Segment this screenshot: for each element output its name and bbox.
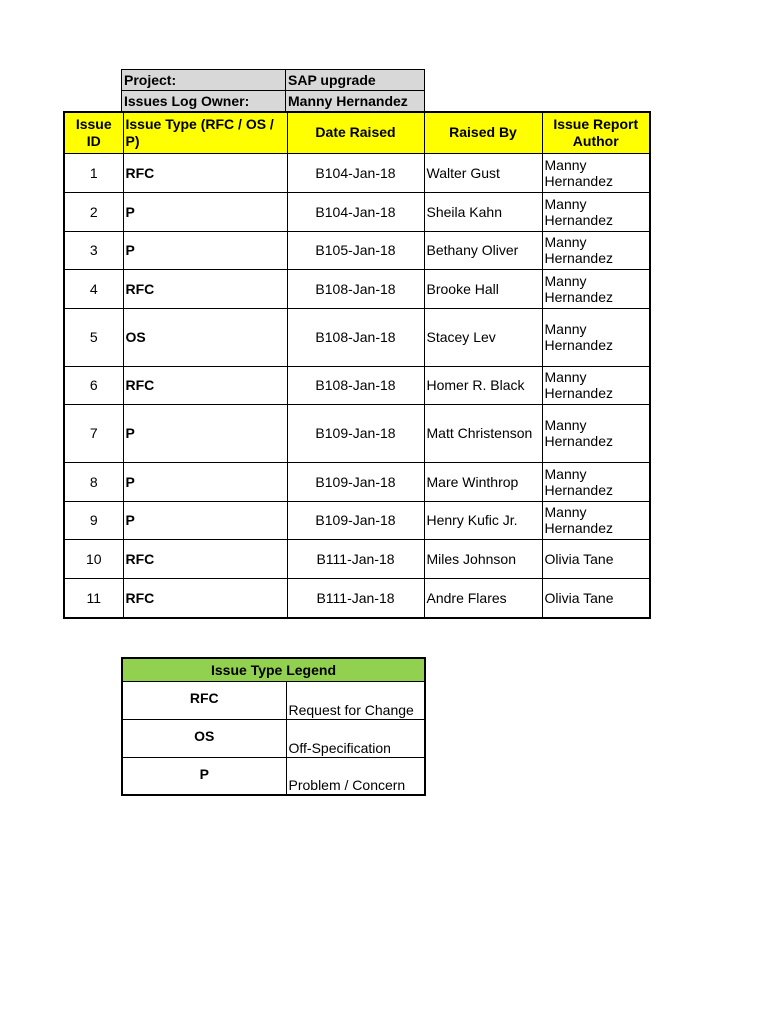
issue-row bbox=[64, 308, 650, 366]
raised-by-cell: Sheila Kahn bbox=[424, 192, 542, 231]
legend-code-cell: P bbox=[122, 757, 286, 795]
issue-type-cell: RFC bbox=[123, 366, 287, 404]
project-row bbox=[122, 70, 425, 91]
report-author-cell: Manny Hernandez bbox=[542, 308, 650, 366]
issue-row bbox=[64, 231, 650, 269]
legend-body bbox=[122, 681, 425, 795]
report-author-cell: Manny Hernandez bbox=[542, 501, 650, 539]
date-raised-cell: B111-Jan-18 bbox=[287, 539, 424, 578]
issue-row bbox=[64, 269, 650, 308]
raised-by-cell: Brooke Hall bbox=[424, 269, 542, 308]
issue-row bbox=[64, 578, 650, 618]
issue-id-cell: 7 bbox=[64, 404, 123, 462]
issues-header-row bbox=[64, 112, 650, 153]
date-raised-cell: B109-Jan-18 bbox=[287, 501, 424, 539]
issue-id-cell: 4 bbox=[64, 269, 123, 308]
header-issue-id: Issue ID bbox=[64, 112, 123, 153]
date-raised-cell: B108-Jan-18 bbox=[287, 269, 424, 308]
issue-row bbox=[64, 539, 650, 578]
date-raised-cell: B109-Jan-18 bbox=[287, 404, 424, 462]
issue-row bbox=[64, 366, 650, 404]
issue-id-cell: 5 bbox=[64, 308, 123, 366]
project-value: SAP upgrade bbox=[286, 70, 425, 91]
issue-type-cell: P bbox=[123, 192, 287, 231]
legend-row bbox=[122, 719, 425, 757]
issue-type-cell: OS bbox=[123, 308, 287, 366]
legend-description-cell: Off-Specification bbox=[286, 719, 425, 757]
issue-type-cell: P bbox=[123, 501, 287, 539]
issue-row bbox=[64, 153, 650, 192]
legend-row bbox=[122, 681, 425, 719]
raised-by-cell: Matt Christenson bbox=[424, 404, 542, 462]
owner-label: Issues Log Owner: bbox=[122, 91, 286, 112]
issue-row bbox=[64, 462, 650, 501]
issue-id-cell: 6 bbox=[64, 366, 123, 404]
raised-by-cell: Homer R. Black bbox=[424, 366, 542, 404]
issue-type-cell: P bbox=[123, 404, 287, 462]
issue-type-cell: RFC bbox=[123, 153, 287, 192]
legend-row bbox=[122, 757, 425, 795]
date-raised-cell: B105-Jan-18 bbox=[287, 231, 424, 269]
issue-id-cell: 11 bbox=[64, 578, 123, 618]
raised-by-cell: Miles Johnson bbox=[424, 539, 542, 578]
raised-by-cell: Bethany Oliver bbox=[424, 231, 542, 269]
date-raised-cell: B111-Jan-18 bbox=[287, 578, 424, 618]
issue-type-cell: P bbox=[123, 462, 287, 501]
report-author-cell: Manny Hernandez bbox=[542, 269, 650, 308]
project-info-table bbox=[121, 69, 425, 112]
raised-by-cell: Andre Flares bbox=[424, 578, 542, 618]
date-raised-cell: B108-Jan-18 bbox=[287, 308, 424, 366]
legend-description-cell: Request for Change bbox=[286, 681, 425, 719]
report-author-cell: Manny Hernandez bbox=[542, 404, 650, 462]
issue-id-cell: 9 bbox=[64, 501, 123, 539]
legend-header-row bbox=[122, 658, 425, 681]
date-raised-cell: B104-Jan-18 bbox=[287, 192, 424, 231]
issue-type-cell: RFC bbox=[123, 269, 287, 308]
report-author-cell: Olivia Tane bbox=[542, 578, 650, 618]
header-date-raised: Date Raised bbox=[287, 112, 424, 153]
report-author-cell: Manny Hernandez bbox=[542, 192, 650, 231]
raised-by-cell: Mare Winthrop bbox=[424, 462, 542, 501]
issue-row bbox=[64, 501, 650, 539]
header-raised-by: Raised By bbox=[424, 112, 542, 153]
issue-id-cell: 8 bbox=[64, 462, 123, 501]
issue-id-cell: 1 bbox=[64, 153, 123, 192]
report-author-cell: Olivia Tane bbox=[542, 539, 650, 578]
legend-description-cell: Problem / Concern bbox=[286, 757, 425, 795]
issues-log-table bbox=[63, 111, 651, 619]
issue-type-cell: RFC bbox=[123, 539, 287, 578]
owner-value: Manny Hernandez bbox=[286, 91, 425, 112]
legend-title: Issue Type Legend bbox=[122, 658, 425, 681]
report-author-cell: Manny Hernandez bbox=[542, 462, 650, 501]
header-issue-type: Issue Type (RFC / OS / P) bbox=[123, 112, 287, 153]
date-raised-cell: B109-Jan-18 bbox=[287, 462, 424, 501]
raised-by-cell: Stacey Lev bbox=[424, 308, 542, 366]
issues-body bbox=[64, 153, 650, 618]
date-raised-cell: B104-Jan-18 bbox=[287, 153, 424, 192]
issue-type-cell: P bbox=[123, 231, 287, 269]
raised-by-cell: Henry Kufic Jr. bbox=[424, 501, 542, 539]
issue-row bbox=[64, 192, 650, 231]
raised-by-cell: Walter Gust bbox=[424, 153, 542, 192]
report-author-cell: Manny Hernandez bbox=[542, 231, 650, 269]
issue-row bbox=[64, 404, 650, 462]
issue-type-cell: RFC bbox=[123, 578, 287, 618]
owner-row bbox=[122, 91, 425, 112]
legend-code-cell: RFC bbox=[122, 681, 286, 719]
issue-id-cell: 2 bbox=[64, 192, 123, 231]
issue-id-cell: 3 bbox=[64, 231, 123, 269]
legend-code-cell: OS bbox=[122, 719, 286, 757]
header-report-author: Issue Report Author bbox=[542, 112, 650, 153]
report-author-cell: Manny Hernandez bbox=[542, 153, 650, 192]
issue-id-cell: 10 bbox=[64, 539, 123, 578]
project-label: Project: bbox=[122, 70, 286, 91]
issue-type-legend-table bbox=[121, 657, 426, 796]
report-author-cell: Manny Hernandez bbox=[542, 366, 650, 404]
date-raised-cell: B108-Jan-18 bbox=[287, 366, 424, 404]
